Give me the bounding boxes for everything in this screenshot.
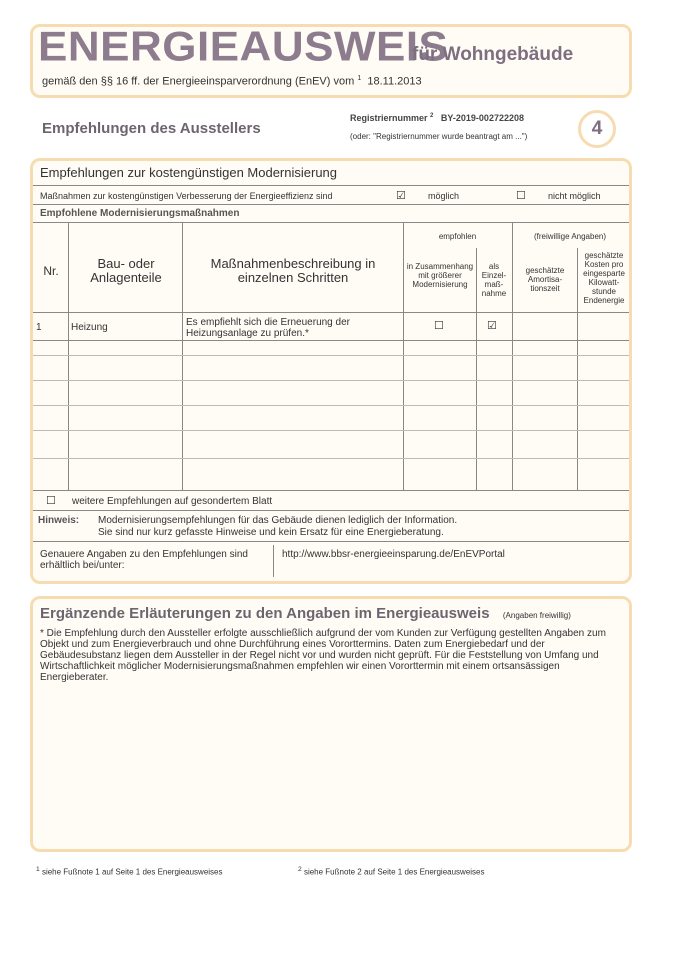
footnote-2	[298, 866, 485, 877]
col-desc: Maßnahmenbeschreibung in einzelnen Schritten	[210, 256, 376, 285]
details-url[interactable]: http://www.bbsr-energieeinsparung.de/EnEVPortal	[282, 549, 505, 560]
issue-date: 18.11.2013	[367, 75, 422, 88]
col-recommended: empfohlen	[438, 232, 477, 241]
reg-label: Registriernummer	[350, 113, 428, 123]
reg-mark: 2	[430, 113, 434, 119]
measures-text: Maßnahmen zur kostengünstigen Verbesserung der Energieeffizienz sind	[40, 191, 333, 201]
col-amort: geschätzte Amortisa-tionszeit	[525, 266, 565, 293]
col-part: Bau- oder Anlagenteile	[90, 256, 162, 285]
footnote-1	[36, 866, 223, 877]
details-label: Genauere Angaben zu den Empfehlungen sind erhältlich bei/unter:	[40, 549, 248, 571]
document-subtitle: für Wohngebäude	[412, 44, 574, 65]
supplement-heading	[40, 605, 571, 623]
supplement-title: Ergänzende Erläuterungen zu den Angaben im Energieausweis	[40, 605, 490, 622]
col-nr: Nr.	[43, 264, 59, 278]
row-desc: Es empfiehlt sich die Erneuerung der Heizungsanlage zu prüfen.*	[186, 317, 350, 339]
col-cost: geschätzte Kosten pro eingesparte Kilowatt-stunde Endenergie	[583, 251, 625, 305]
table-row	[0, 312, 679, 340]
supplement-text: * Die Empfehlung durch den Aussteller erfolgte ausschließlich aufgrund der vom Kunden zur Verfügung gestellten Angaben zum Objekt und zum Energieverbrauch und ohne Durchführung eines Vororttermins. Daten zum Energiebedarf und der Gebäudesubstanz liegen dem Aussteller in der Regel nicht vor und wurden nicht geprüft. Für die Feststellung von Umfang und Wirtschaftlichkeit möglicher Modernisierungsmaßnahmen empfehlen wir einen Vororttermin mit einem ortsansässigen Energieberater.	[40, 628, 606, 683]
section-title: Empfehlungen des Ausstellers	[42, 120, 261, 137]
possible-label: möglich	[428, 191, 460, 201]
footnote-2-mark: 2	[298, 866, 302, 873]
recommended-title: Empfohlene Modernisierungsmaßnahmen	[40, 208, 240, 219]
reg-note: (oder: "Registriernummer wurde beantragt am ...")	[350, 132, 528, 141]
note-line1: Modernisierungsempfehlungen für das Gebäude dienen lediglich der Information.	[98, 515, 458, 526]
page-number: 4	[578, 110, 616, 148]
document-title: ENERGIEAUSWEIS	[38, 23, 449, 70]
reg-number: BY-2019-002722208	[440, 113, 524, 123]
supplement-voluntary: (Angaben freiwillig)	[502, 611, 571, 620]
modernization-title: Empfehlungen zur kostengünstigen Modernisierung	[40, 165, 338, 180]
footnote-2-text: siehe Fußnote 2 auf Seite 1 des Energieausweises	[303, 867, 485, 877]
col-single: als Einzel-maß-nahme	[481, 262, 507, 298]
possible-checkbox[interactable]: ☑	[396, 190, 406, 202]
note-label: Hinweis:	[38, 515, 80, 526]
further-label: weitere Empfehlungen auf gesondertem Blatt	[72, 496, 273, 507]
legal-basis	[42, 75, 422, 88]
not-possible-label: nicht möglich	[548, 191, 601, 201]
row-part: Heizung	[71, 322, 108, 333]
row-single-checkbox[interactable]: ☑	[487, 320, 497, 332]
col-voluntary: (freiwillige Angaben)	[533, 232, 607, 241]
footnote-mark: 1	[357, 75, 362, 82]
registration	[350, 113, 524, 123]
row-combined-checkbox[interactable]: ☐	[434, 320, 444, 332]
basis-text: gemäß den §§ 16 ff. der Energieeinsparverordnung (EnEV) vom	[42, 75, 355, 88]
not-possible-checkbox[interactable]: ☐	[516, 190, 526, 202]
further-checkbox[interactable]: ☐	[46, 495, 56, 507]
col-combined: in Zusammenhang mit größerer Modernisierung	[406, 262, 474, 289]
note-line2: Sie sind nur kurz gefasste Hinweise und kein Ersatz für eine Energieberatung.	[98, 527, 444, 538]
row-nr: 1	[36, 322, 42, 333]
footnote-1-text: siehe Fußnote 1 auf Seite 1 des Energieausweises	[41, 867, 223, 877]
footnote-1-mark: 1	[36, 866, 40, 873]
